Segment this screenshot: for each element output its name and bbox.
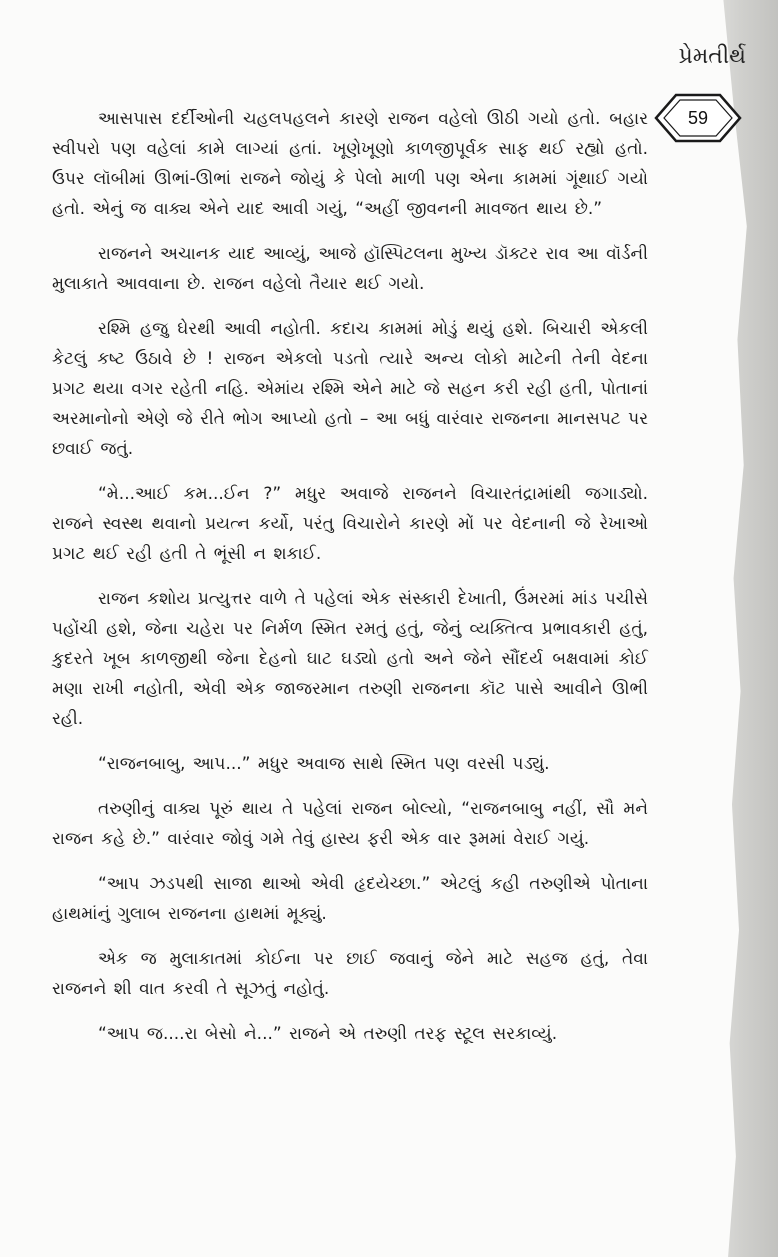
page-edge-shadow (700, 0, 778, 1257)
paragraph: આસપાસ દર્દીઓની ચહલપહલને કારણે રાજન વહેલો ઊઠી ગયો હતો. બહાર સ્વીપરો પણ વહેલાં કામે લાગ્યાં હતાં. ખૂણેખૂણો કાળજીપૂર્વક સાફ થઈ રહ્યો હતો. ઉપર લૉબીમાં ઊભાં-ઊભાં રાજને જોયું કે પેલો માળી પણ એના કામમાં ગૂંથાઈ ગયો હતો. એનું જ વાક્ય એને યાદ આવી ગયું, “અહીં જીવનની માવજત થાય છે.” (52, 109, 648, 219)
paragraph: રશ્મિ હજુ ઘેરથી આવી નહોતી. કદાચ કામમાં મોડું થયું હશે. બિચારી એકલી કેટલું કષ્ટ ઉઠાવે છે ! રાજન એકલો પડતો ત્યારે અન્ય લોકો માટેની તેની વેદના પ્રગટ થયા વગર રહેતી નહિ. એમાંય રશ્મિ એને માટે જે સહન કરી રહી હતી, પોતાનાં અરમાનોનો એણે જે રીતે ભોગ આપ્યો હતો – આ બધું વારંવાર રાજનના માનસપટ પર છવાઈ જતું. (52, 319, 648, 459)
paragraph: તરુણીનું વાક્ય પૂરું થાય તે પહેલાં રાજન બોલ્યો, “રાજનબાબુ નહીં, સૌ મને રાજન કહે છે.” વારંવાર જોવું ગમે તેવું હાસ્ય ફરી એક વાર રૂમમાં વેરાઈ ગયું. (52, 799, 648, 849)
paragraph: “રાજનબાબુ, આપ...” મધુર અવાજ સાથે સ્મિત પણ વરસી પડ્યું. (98, 754, 550, 774)
paragraph: “આપ ઝડપથી સાજા થાઓ એવી હૃદયેચ્છા.” એટલું કહી તરુણીએ પોતાના હાથમાંનું ગુલાબ રાજનના હાથમાં મૂક્યું. (52, 874, 648, 924)
paragraph: રાજનને અચાનક યાદ આવ્યું, આજે હૉસ્પિટલના મુખ્ય ડૉક્ટર રાવ આ વૉર્ડની મુલાકાતે આવવાના છે. રાજન વહેલો તૈયાર થઈ ગયો. (52, 244, 648, 294)
page-number: 59 (687, 108, 709, 128)
paragraph: એક જ મુલાકાતમાં કોઈના પર છાઈ જવાનું જેને માટે સહજ હતું, તેવા રાજનને શી વાત કરવી તે સૂઝતું નહોતું. (52, 949, 648, 999)
body-text (52, 104, 648, 1064)
paragraph: રાજન કશોય પ્રત્યુત્તર વાળે તે પહેલાં એક સંસ્કારી દેખાતી, ઉંમરમાં માંડ પચીસે પહોંચી હશે, જેના ચહેરા પર નિર્મળ સ્મિત રમતું હતું, જેનું વ્યક્તિત્વ પ્રભાવકારી હતું, કુદરતે ખૂબ કાળજીથી જેના દેહનો ઘાટ ઘડ્યો હતો અને જેને સૌંદર્ય બક્ષવામાં કોઈ મણા રાખી નહોતી, એવી એક જાજરમાન તરુણી રાજનના કૉટ પાસે આવીને ઊભી રહી. (52, 589, 648, 729)
running-head: પ્રેમતીર્થ (678, 44, 746, 69)
paragraph: “આપ જ....રા બેસો ને...” રાજને એ તરુણી તરફ સ્ટૂલ સરકાવ્યું. (98, 1024, 558, 1044)
page-number-badge (652, 92, 744, 144)
paragraph: “મે...આઈ કમ...ઈન ?” મધુર અવાજે રાજનને વિચારતંદ્રામાંથી જગાડ્યો. રાજને સ્વસ્થ થવાનો પ્રયત્ન કર્યો, પરંતુ વિચારોને કારણે મોં પર વેદનાની જે રેખાઓ પ્રગટ થઈ રહી હતી તે ભૂંસી ન શકાઈ. (52, 484, 648, 564)
